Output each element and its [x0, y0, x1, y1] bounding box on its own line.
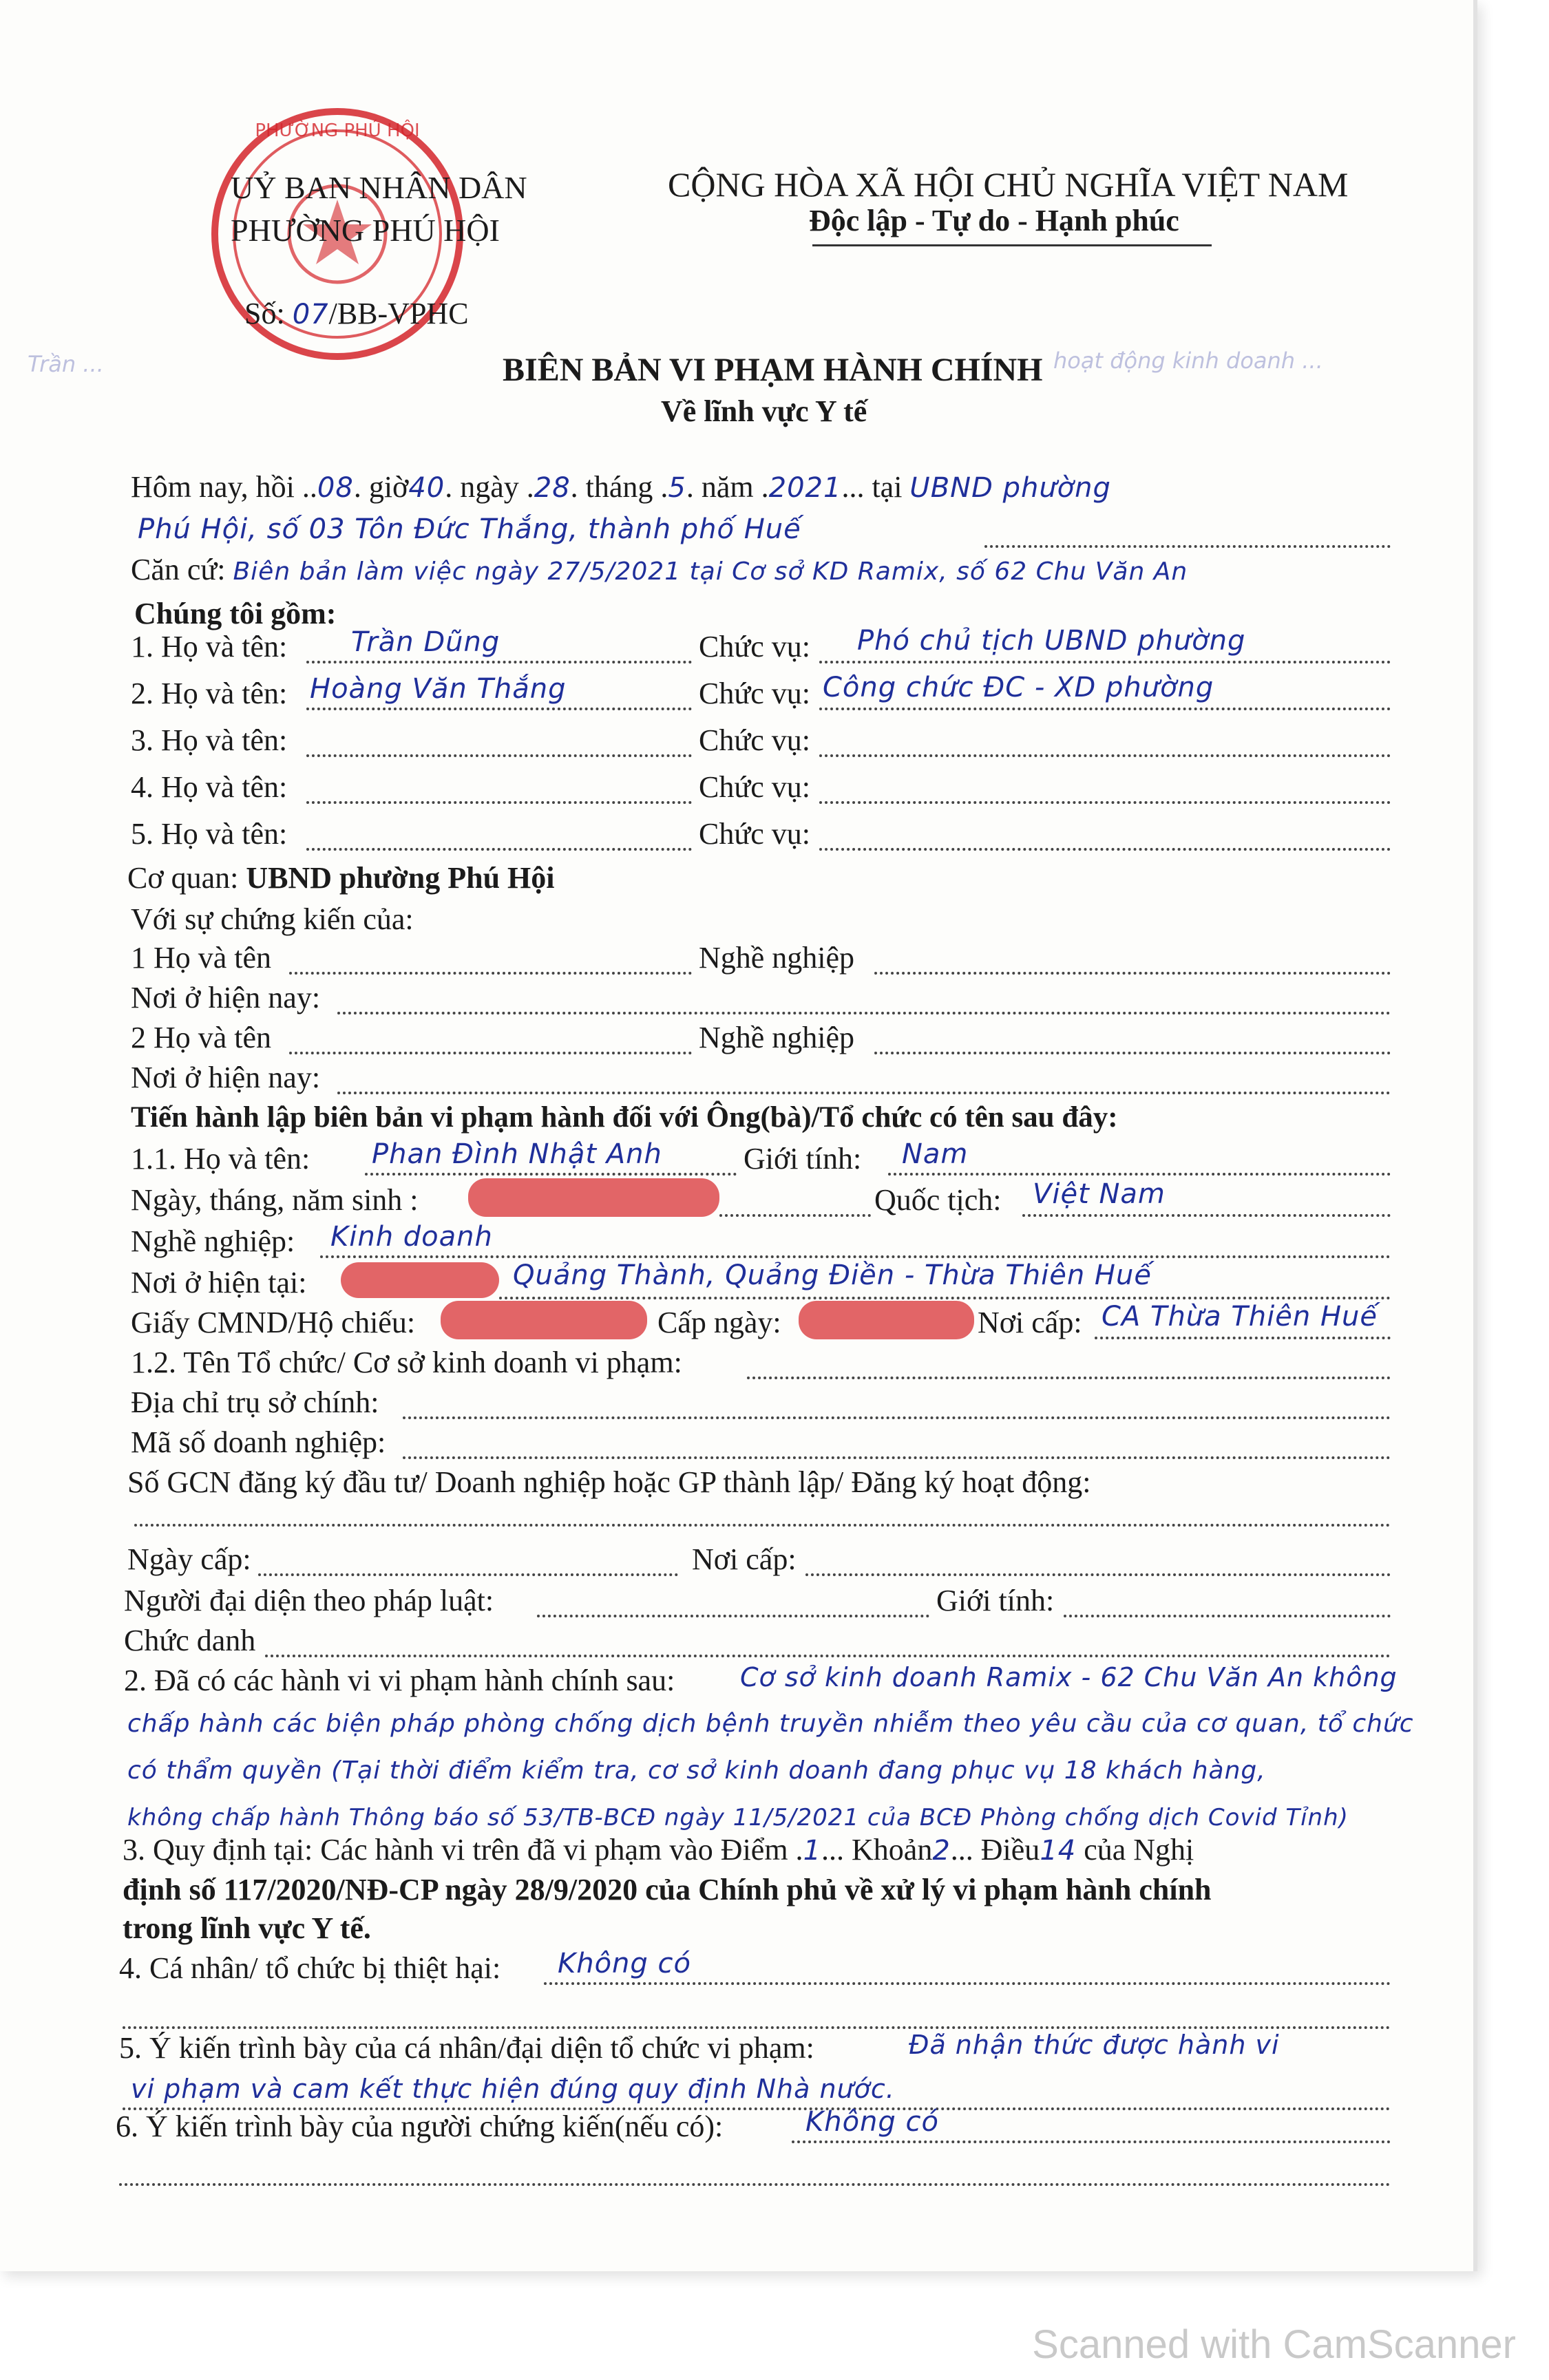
place-value-2: Phú Hội, số 03 Tôn Đức Thắng, thành phố Huế: [138, 513, 801, 545]
document-number: [244, 295, 469, 334]
position-label: Chức vụ:: [699, 630, 810, 663]
job-value: Kinh doanh: [330, 1221, 493, 1253]
regulation-line-2: định số 117/2020/NĐ-CP ngày 28/9/2020 của Chính phủ về xử lý vi phạm hành chính: [123, 1873, 1212, 1906]
position-label: Chức vụ:: [699, 723, 810, 757]
time-text: . năm .: [686, 470, 769, 504]
time-text: . giờ: [353, 470, 409, 504]
witness-1-name-label: 1 Họ và tên: [131, 941, 272, 975]
dob-label: Ngày, tháng, năm sinh :: [131, 1183, 419, 1217]
redacted-dob: [468, 1178, 719, 1217]
witness-2-address-label: Nơi ở hiện nay:: [131, 1061, 321, 1094]
redacted-address: [341, 1262, 499, 1298]
org-line-2: PHƯỜNG PHÚ HỘI: [231, 213, 500, 248]
fill-dots: [134, 1524, 1391, 1527]
member-row-label: 5. Họ và tên:: [131, 817, 288, 851]
fill-dots: [747, 1377, 1391, 1379]
org-gcn-label: Số GCN đăng ký đầu tư/ Doanh nghiệp hoặc GP thành lập/ Đăng ký hoạt động:: [127, 1465, 1091, 1499]
members-heading: Chúng tôi gồm:: [134, 597, 337, 630]
document-subtitle: Về lĩnh vực Y tế: [661, 394, 867, 428]
damage-label: 4. Cá nhân/ tổ chức bị thiệt hại:: [119, 1951, 501, 1985]
acts-line-4: không chấp hành Thông báo số 53/TB-BCĐ ngày 11/5/2021 của BCĐ Phòng chống dịch Covid Tỉnh): [127, 1804, 1349, 1831]
issue-place-label: Nơi cấp:: [978, 1306, 1082, 1339]
witness-heading: Với sự chứng kiến của:: [131, 902, 414, 936]
clause-value: 2: [932, 1835, 951, 1867]
fill-dots: [337, 1012, 1391, 1014]
basis-value: Biên bản làm việc ngày 27/5/2021 tại Cơ sở KD Ramix, số 62 Chu Văn An: [233, 557, 1188, 586]
witness-opinion-label: 6. Ý kiến trình bày của người chứng kiến(nếu có):: [116, 2110, 724, 2143]
fill-dots: [403, 1456, 1391, 1459]
minute-value: 40: [408, 472, 445, 504]
number-value: 07: [292, 299, 329, 330]
fill-dots: [337, 1092, 1391, 1094]
regulation-text: ... Khoản: [821, 1833, 933, 1867]
place-value-1: UBND phường: [909, 472, 1111, 504]
agency-label: Cơ quan:: [127, 861, 239, 895]
basis-line: [131, 551, 1188, 591]
bleed-through-text: hoạt động kinh doanh ...: [1053, 348, 1323, 374]
agency-value: UBND phường Phú Hội: [246, 861, 555, 895]
issue-place-value: CA Thừa Thiên Huế: [1102, 1301, 1378, 1332]
org-line-1: UỶ BAN NHÂN DÂN: [231, 170, 527, 205]
time-text: Hôm nay, hồi ..: [131, 470, 317, 504]
fill-dots: [874, 1052, 1391, 1054]
issue-date-label: Cấp ngày:: [657, 1306, 781, 1339]
article-value: 14: [1040, 1835, 1077, 1867]
position-label: Chức vụ:: [699, 677, 810, 710]
meeting-time-line: [131, 468, 1111, 507]
org-place-label: Nơi cấp:: [692, 1542, 797, 1576]
fill-dots: [1022, 1214, 1391, 1217]
fill-dots: [306, 848, 692, 851]
regulation-line-3: trong lĩnh vực Y tế.: [123, 1911, 371, 1945]
fill-dots: [537, 1615, 929, 1617]
nationality-label: Quốc tịch:: [874, 1183, 1002, 1217]
address-label: Nơi ở hiện tại:: [131, 1266, 307, 1299]
country-name: CỘNG HÒA XÃ HỘI CHỦ NGHĨA VIỆT NAM: [668, 165, 1349, 204]
witness-1-address-label: Nơi ở hiện nay:: [131, 981, 321, 1014]
fill-dots: [544, 1982, 1391, 1985]
basis-label: Căn cứ:: [131, 553, 226, 586]
regulation-text: của Nghị: [1084, 1833, 1194, 1867]
org-date-label: Ngày cấp:: [127, 1542, 251, 1576]
org-rep-label: Người đại diện theo pháp luật:: [124, 1584, 494, 1617]
violator-name-value: Phan Đình Nhật Anh: [372, 1138, 662, 1170]
fill-dots: [306, 801, 692, 804]
hour-value: 08: [317, 472, 354, 504]
witness-2-name-label: 2 Họ và tên: [131, 1021, 272, 1054]
damage-value: Không có: [558, 1948, 691, 1979]
time-text: . tháng .: [570, 470, 668, 504]
org-title-label: Chức danh: [124, 1624, 256, 1657]
witness-2-job-label: Nghề nghiệp: [699, 1021, 855, 1054]
national-motto: Độc lập - Tự do - Hạnh phúc: [809, 204, 1179, 237]
redacted-issue-date: [799, 1301, 974, 1339]
member-row-label: 1. Họ và tên:: [131, 630, 288, 663]
day-value: 28: [534, 472, 571, 504]
fill-dots: [119, 2183, 1391, 2186]
fill-dots: [819, 661, 1391, 663]
fill-dots: [874, 972, 1391, 975]
time-text: . ngày .: [445, 470, 534, 504]
member-name-2: Hoàng Văn Thắng: [310, 673, 567, 705]
fill-dots: [289, 972, 692, 975]
month-value: 5: [668, 472, 686, 504]
member-row-label: 3. Họ và tên:: [131, 723, 288, 757]
nationality-value: Việt Nam: [1033, 1178, 1166, 1210]
fill-dots: [258, 1573, 678, 1576]
fill-dots: [1064, 1615, 1391, 1617]
member-row-label: 2. Họ và tên:: [131, 677, 288, 710]
witness-1-job-label: Nghề nghiệp: [699, 941, 855, 975]
member-row-label: 4. Họ và tên:: [131, 770, 288, 804]
time-text: ... tại: [841, 470, 903, 504]
fill-dots: [265, 1655, 1391, 1657]
org-hq-label: Địa chỉ trụ sở chính:: [131, 1385, 379, 1419]
member-name-1: Trần Dũng: [351, 626, 500, 658]
fill-dots: [306, 661, 692, 663]
camscanner-watermark: Scanned with CamScanner: [1032, 2322, 1516, 2367]
year-value: 2021: [768, 472, 842, 504]
gender-value: Nam: [902, 1138, 969, 1170]
acts-line-3: có thẩm quyền (Tại thời điểm kiểm tra, cơ sở kinh doanh đang phục vụ 18 khách hàng,: [127, 1756, 1266, 1785]
number-label: Số:: [244, 297, 285, 330]
job-label: Nghề nghiệp:: [131, 1224, 295, 1258]
witness-opinion-value: Không có: [805, 2106, 939, 2138]
fill-dots: [403, 1416, 1391, 1419]
violator-heading: Tiến hành lập biên bản vi phạm hành đối với Ông(bà)/Tổ chức có tên sau đây:: [131, 1101, 1118, 1134]
bleed-through-text: Trần ...: [28, 351, 104, 377]
member-position-1: Phó chủ tịch UBND phường: [857, 625, 1246, 657]
violator-opinion-value-2: vi phạm và cam kết thực hiện đúng quy định Nhà nước.: [131, 2074, 895, 2104]
agency-line: [127, 859, 555, 897]
violator-opinion-label: 5. Ý kiến trình bày của cá nhân/đại diện tổ chức vi phạm:: [119, 2031, 814, 2065]
acts-line-2: chấp hành các biện pháp phòng chống dịch bệnh truyền nhiễm theo yêu cầu của cơ quan, tổ chức: [127, 1710, 1414, 1738]
org-name-label: 1.2. Tên Tổ chức/ Cơ sở kinh doanh vi phạm:: [131, 1346, 682, 1379]
number-suffix: /BB-VPHC: [328, 297, 469, 330]
point-value: 1: [803, 1835, 822, 1867]
gender-label: Giới tính:: [744, 1142, 862, 1176]
regulation-line-1: [123, 1831, 1194, 1870]
fill-dots: [792, 2140, 1391, 2143]
document-title: BIÊN BẢN VI PHẠM HÀNH CHÍNH: [503, 352, 1043, 388]
fill-dots: [719, 1214, 871, 1217]
fill-dots: [1095, 1337, 1391, 1339]
org-rep-gender-label: Giới tính:: [936, 1584, 1055, 1617]
acts-label: 2. Đã có các hành vi vi phạm hành chính sau:: [124, 1664, 675, 1697]
regulation-text: ... Điều: [950, 1833, 1040, 1867]
motto-underline: [812, 244, 1212, 246]
position-label: Chức vụ:: [699, 817, 810, 851]
redacted-id-number: [441, 1301, 647, 1339]
fill-dots: [819, 801, 1391, 804]
acts-line-1: Cơ sở kinh doanh Ramix - 62 Chu Văn An không: [740, 1662, 1398, 1692]
org-tax-label: Mã số doanh nghiệp:: [131, 1425, 386, 1459]
fill-dots: [289, 1052, 692, 1054]
position-label: Chức vụ:: [699, 770, 810, 804]
violator-name-label: 1.1. Họ và tên:: [131, 1142, 310, 1176]
fill-dots: [984, 545, 1391, 548]
svg-text:PHƯỜNG PHÚ HỘI: PHƯỜNG PHÚ HỘI: [255, 120, 420, 141]
id-label: Giấy CMND/Hộ chiếu:: [131, 1306, 416, 1339]
fill-dots: [805, 1573, 1391, 1576]
address-value: Quảng Thành, Quảng Điền - Thừa Thiên Huế: [513, 1260, 1152, 1291]
fill-dots: [819, 708, 1391, 710]
fill-dots: [819, 754, 1391, 757]
fill-dots: [306, 708, 692, 710]
regulation-text: 3. Quy định tại: Các hành vi trên đã vi phạm vào Điểm .: [123, 1833, 803, 1867]
fill-dots: [819, 848, 1391, 851]
violator-opinion-value-1: Đã nhận thức được hành vi: [909, 2030, 1280, 2060]
fill-dots: [365, 1173, 737, 1176]
fill-dots: [306, 754, 692, 757]
member-position-2: Công chức ĐC - XD phường: [823, 672, 1214, 703]
